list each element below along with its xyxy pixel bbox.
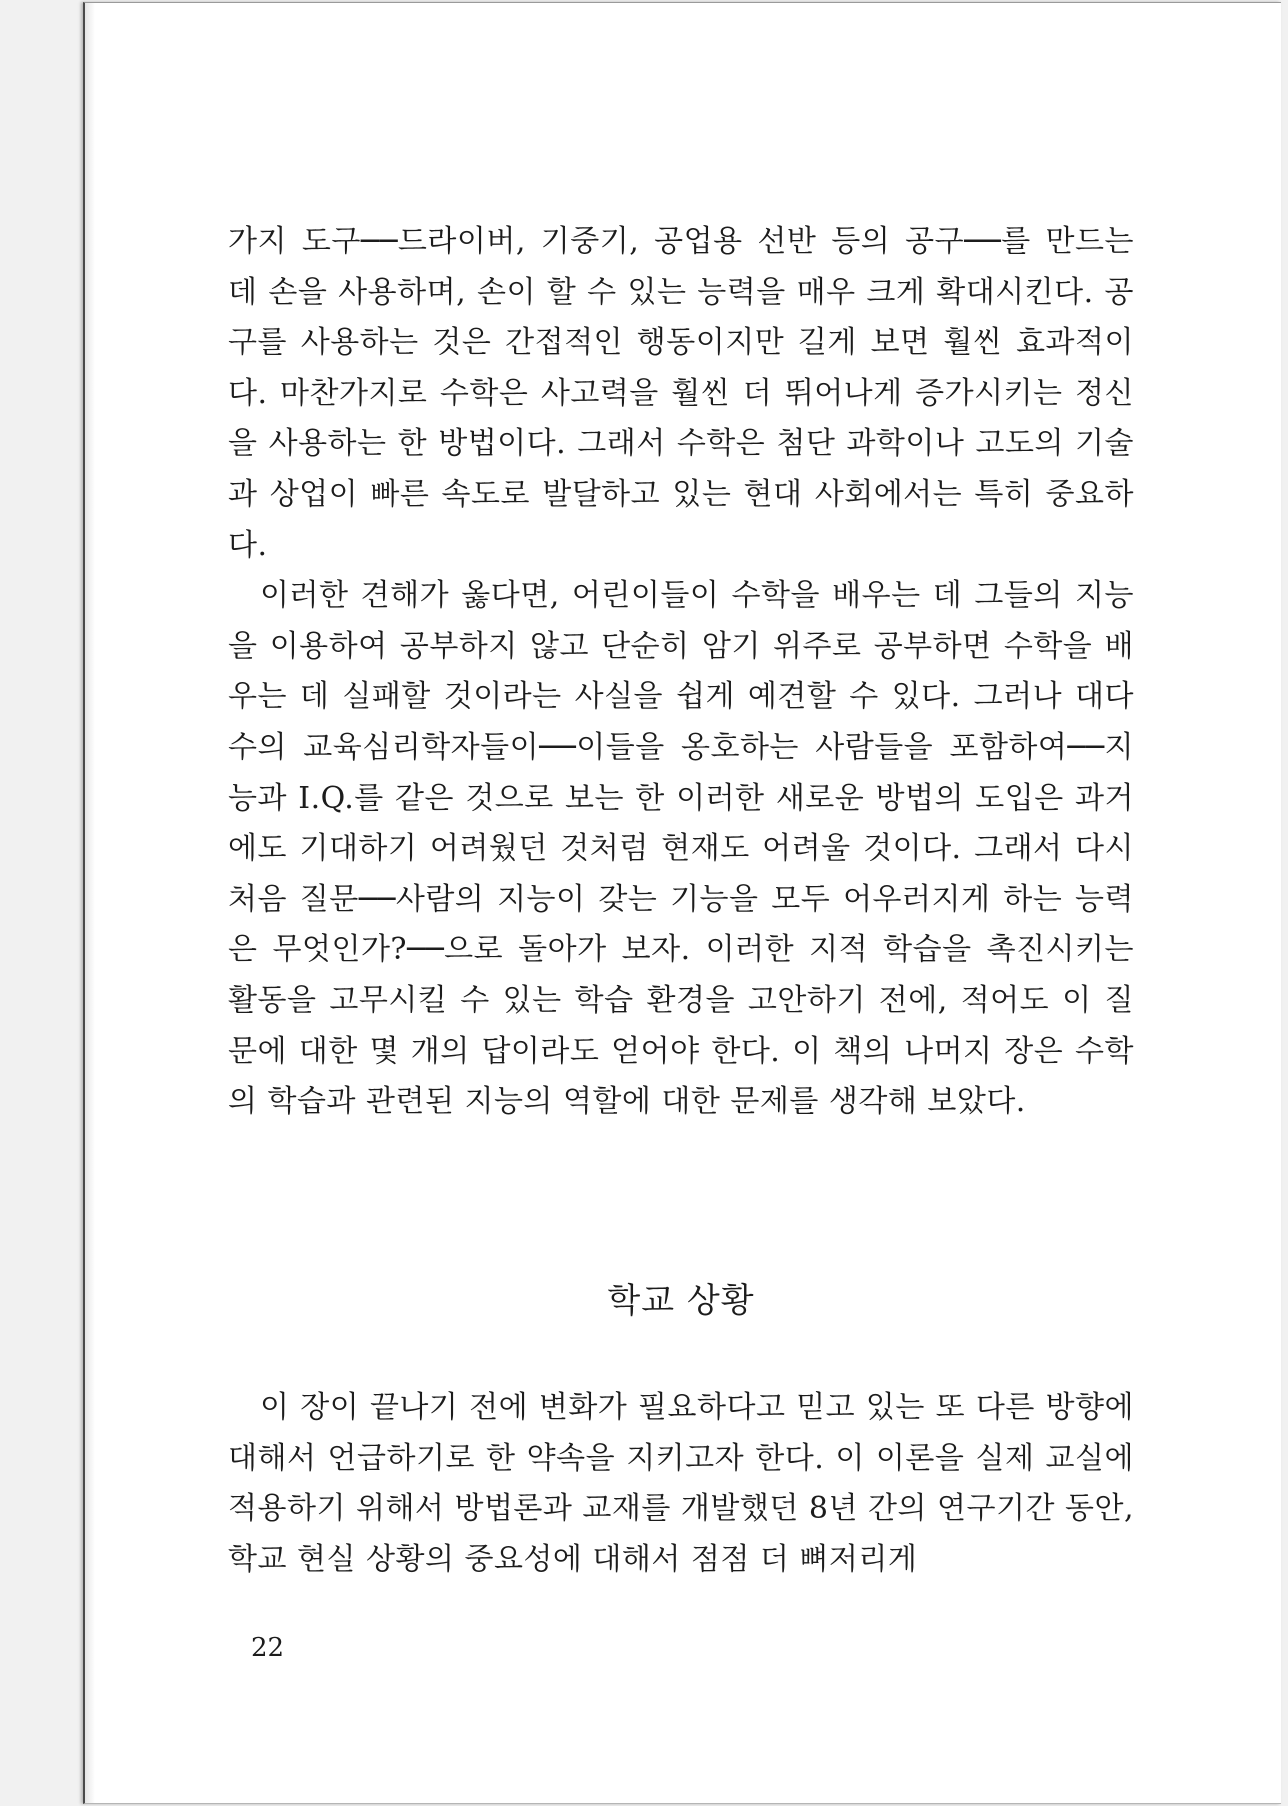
section-heading: 학교 상황 (607, 1281, 755, 1321)
book-page (83, 2, 1281, 1804)
paragraph-continued: 가지 도구──드라이버, 기중기, 공업용 선반 등의 공구──를 만드는 데 손을 사용하며, 손이 할 수 있는 능력을 매우 크게 확대시킨다. 공구를 사용하는 것은 간접적인 행동이지만 길게 보면 훨씬 효과적이다. 마찬가지로 수학은 사고력을 훨씬 더 뛰어나게 증가시키는 정신을 사용하는 한 방법이다. 그래서 수학은 첨단 과학이나 고도의 기술과 상업이 빠른 속도로 발달하고 있는 현대 사회에서는 특히 중요하다. (228, 224, 1134, 563)
page-gutter-shadow (85, 3, 95, 1803)
page-number: 22 (251, 1633, 285, 1663)
body-text (228, 217, 1134, 1128)
section-body-text (228, 1383, 1134, 1585)
paragraph-intelligence: 이러한 견해가 옳다면, 어린이들이 수학을 배우는 데 그들의 지능을 이용하여 공부하지 않고 단순히 암기 위주로 공부하면 수학을 배우는 데 실패할 것이라는 사실을 쉽게 예견할 수 있다. 그러나 대다수의 교육심리학자들이──이들을 옹호하는 사람들을 포함하여──지능과 I.Q.를 같은 것으로 보는 한 이러한 새로운 방법의 도입은 과거에도 기대하기 어려웠던 것처럼 현재도 어려울 것이다. 그래서 다시 처음 질문──사람의 지능이 갖는 기능을 모두 어우러지게 하는 능력은 무엇인가?──으로 돌아가 보자. 이러한 지적 학습을 촉진시키는 활동을 고무시킬 수 있는 학습 환경을 고안하기 전에, 적어도 이 질문에 대한 몇 개의 답이라도 얻어야 한다. 이 책의 나머지 장은 수학의 학습과 관련된 지능의 역할에 대한 문제를 생각해 보았다. (228, 578, 1134, 1120)
paragraph-school-situation: 이 장이 끝나기 전에 변화가 필요하다고 믿고 있는 또 다른 방향에 대해서 언급하기로 한 약속을 지키고자 한다. 이 이론을 실제 교실에 적용하기 위해서 방법론과 교재를 개발했던 8년 간의 연구기간 동안, 학교 현실 상황의 중요성에 대해서 점점 더 뼈저리게 (228, 1390, 1134, 1577)
